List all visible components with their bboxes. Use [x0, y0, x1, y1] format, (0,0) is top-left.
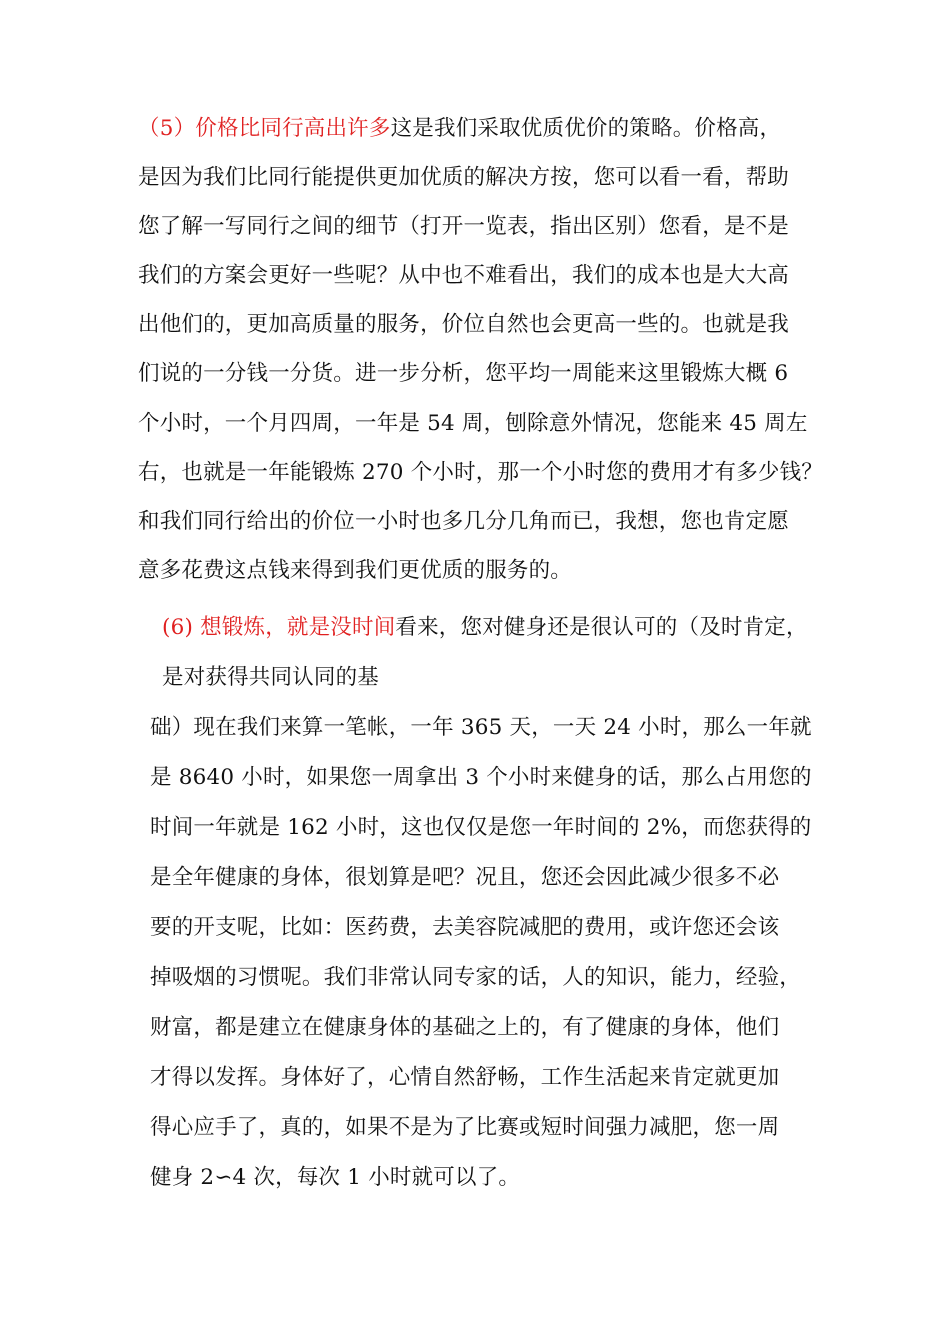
paragraph-text: 这是我们采取优质优价的策略。价格高， [390, 116, 782, 141]
paragraph-line: 健身 2∽4 次，每次 1 小时就可以了。 [150, 1165, 521, 1190]
paragraph-line: 掉吸烟的习惯呢。我们非常认同专家的话，人的知识，能力，经验， [150, 965, 802, 990]
paragraph-line: 础）现在我们来算一笔帐，一年 365 天，一天 24 小时，那么一年就 [150, 715, 812, 740]
paragraph-line: 是因为我们比同行能提供更加优质的解决方按，您可以看一看，帮助 [138, 165, 790, 190]
paragraph-line: 和我们同行给出的价位一小时也多几分几角而已，我想，您也肯定愿 [138, 509, 790, 534]
paragraph-line: 时间一年就是 162 小时，这也仅仅是您一年时间的 2%，而您获得的 [150, 815, 812, 840]
section-heading: (6) 想锻炼，就是没时间 [162, 615, 396, 640]
paragraph-line: 您了解一写同行之间的细节（打开一览表，指出区别）您看，是不是 [138, 214, 790, 239]
paragraph-line: 才得以发挥。身体好了，心情自然舒畅，工作生活起来肯定就更加 [150, 1065, 780, 1090]
section-heading: （5）价格比同行高出许多 [138, 116, 391, 141]
paragraph-line: 个小时，一个月四周，一年是 54 周，刨除意外情况，您能来 45 周左 [138, 411, 808, 436]
paragraph-line: 右，也就是一年能锻炼 270 个小时，那一个小时您的费用才有多少钱？ [138, 460, 824, 485]
paragraph-text: 看来，您对健身还是很认可的（及时肯定， [395, 615, 808, 640]
paragraph-line: 财富，都是建立在健康身体的基础之上的，有了健康的身体，他们 [150, 1015, 780, 1040]
paragraph-line [162, 613, 808, 643]
paragraph-line: 要的开支呢，比如：医药费，去美容院减肥的费用，或许您还会该 [150, 915, 780, 940]
paragraph-line: 们说的一分钱一分货。进一步分析，您平均一周能来这里锻炼大概 6 [138, 361, 789, 386]
paragraph-line: 是对获得共同认同的基 [162, 665, 380, 690]
paragraph-line: 是全年健康的身体，很划算是吧？况且，您还会因此减少很多不必 [150, 865, 780, 890]
paragraph-line: 我们的方案会更好一些呢？从中也不难看出，我们的成本也是大大高 [138, 263, 790, 288]
paragraph-line: 得心应手了，真的，如果不是为了比赛或短时间强力减肥，您一周 [150, 1115, 780, 1140]
paragraph-line [138, 114, 781, 144]
paragraph-line: 是 8640 小时，如果您一周拿出 3 个小时来健身的话，那么占用您的 [150, 765, 812, 790]
paragraph-line: 出他们的，更加高质量的服务，价位自然也会更高一些的。也就是我 [138, 312, 790, 337]
paragraph-line: 意多花费这点钱来得到我们更优质的服务的。 [138, 558, 573, 583]
